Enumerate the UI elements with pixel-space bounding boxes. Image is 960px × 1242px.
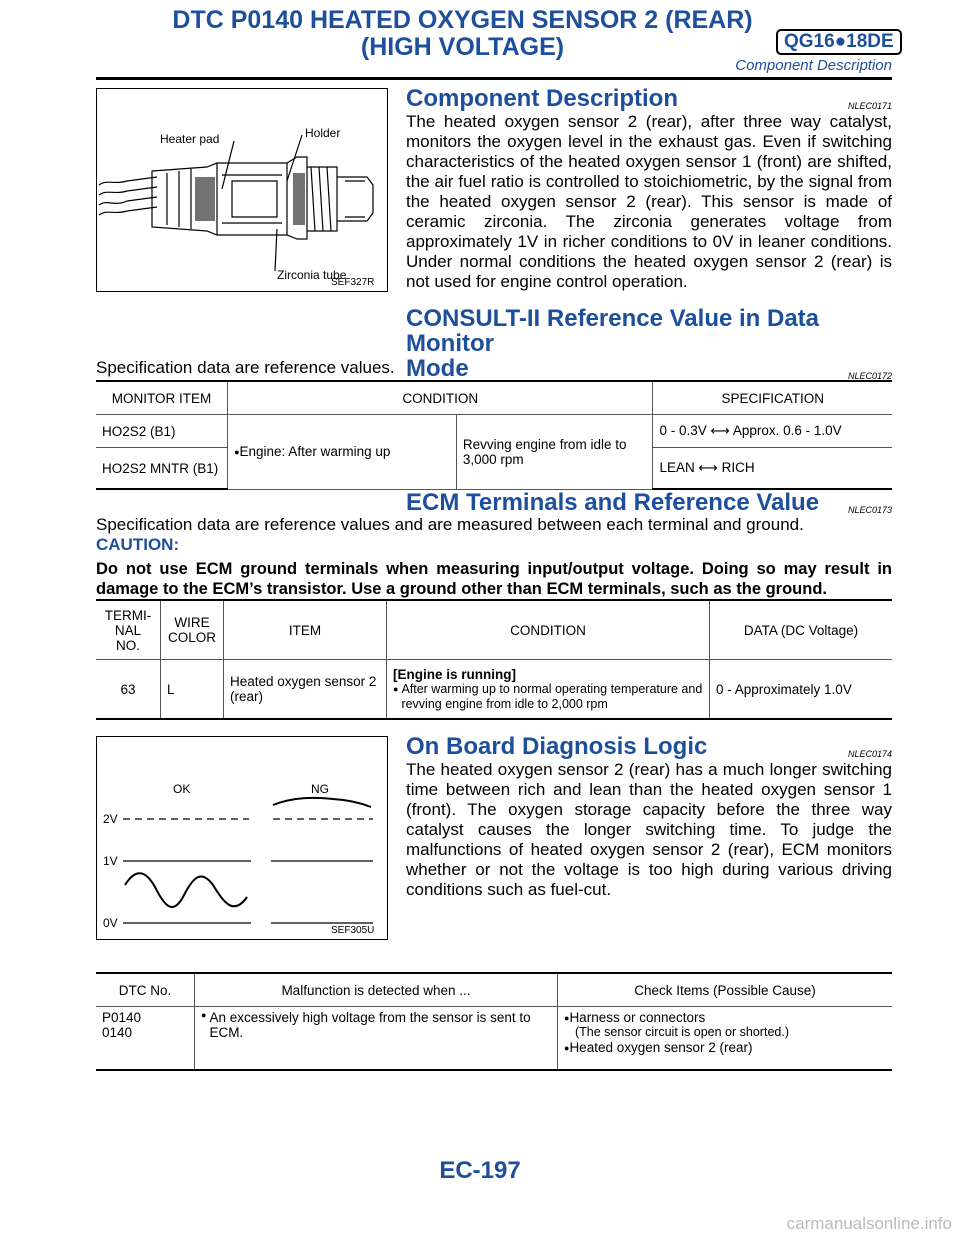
figure2-code: SEF305U	[331, 925, 375, 936]
consult-note: Specification data are reference values.	[96, 358, 395, 377]
col-header: DTC No.	[96, 973, 195, 1007]
ref-code: NLEC0174	[847, 749, 892, 759]
col-header: SPECIFICATION	[653, 381, 892, 415]
check-item-note: (The sensor circuit is open or shorted.)	[575, 1025, 789, 1039]
ok-wave	[125, 873, 247, 907]
specification: LEAN ⟷ RICH	[653, 448, 892, 490]
page-number: EC-197	[439, 1157, 521, 1184]
ecm-heading-row	[406, 490, 892, 515]
condition-title: [Engine is running]	[393, 666, 516, 682]
bullet-icon: ●	[393, 683, 399, 694]
figure-sensor-cross-section	[96, 88, 388, 292]
page-title-line2: (HIGH VOLTAGE)	[360, 33, 565, 61]
bullet-icon: ●	[201, 1010, 207, 1020]
consult-heading-line2: Mode	[406, 355, 469, 382]
bullet-icon: ●	[564, 1013, 570, 1023]
malfunction-text: An excessively high voltage from the sensor is sent to ECM.	[209, 1010, 531, 1040]
malfunction-cell	[195, 1007, 558, 1071]
obd-section	[406, 734, 892, 900]
condition-cell	[228, 415, 457, 490]
col-header: TERMI-NAL NO.	[96, 600, 161, 660]
header-rule	[96, 77, 892, 80]
label-ng: NG	[311, 782, 329, 796]
condition-cell	[387, 660, 710, 720]
waveform-drawing	[97, 737, 386, 938]
consult-table	[96, 380, 892, 490]
malfunction-bullet	[201, 1010, 551, 1040]
ng-wave	[273, 798, 371, 807]
label-heater-pad: Heater pad	[160, 132, 220, 146]
dc-voltage: 0 - Approximately 1.0V	[710, 660, 893, 720]
check-item	[564, 1040, 886, 1055]
ref-code: NLEC0173	[847, 505, 892, 515]
monitor-item: HO2S2 (B1)	[96, 415, 228, 448]
monitor-item: HO2S2 MNTR (B1)	[96, 448, 228, 490]
page-title	[170, 7, 755, 61]
check-items-cell	[558, 1007, 893, 1071]
consult-heading	[406, 306, 892, 381]
label-0v: 0V	[103, 916, 118, 930]
label-1v: 1V	[103, 854, 118, 868]
ecm-heading: ECM Terminals and Reference Value	[406, 489, 820, 516]
ref-code: NLEC0171	[847, 101, 892, 111]
col-header: WIRE COLOR	[161, 600, 224, 660]
wire-color: L	[161, 660, 224, 720]
table-row	[96, 1007, 892, 1071]
label-2v: 2V	[103, 812, 118, 826]
label-zirconia-tube: Zirconia tube	[277, 268, 347, 282]
col-header: CONDITION	[387, 600, 710, 660]
component-description-text: The heated oxygen sensor 2 (rear), after three way catalyst, monitors the oxygen level in the exhaust gas. Even if switching characteristics of the heated oxygen sensor 1 (front) are shifted, the air fuel ratio is controlled to stoichiometric, by the signal from the heated oxygen sensor 2 (rear). This sensor is made of ceramic zirconia. The zirconia generates voltage from approximately 1V in richer conditions to 0V in leaner conditions. Under normal conditions the heated oxygen sensor 2 (rear) is not used for engine control operation.	[406, 112, 892, 291]
table-header-row	[96, 600, 892, 660]
condition-text: Engine: After warming up	[239, 444, 391, 460]
figure1-code: SEF327R	[331, 277, 375, 288]
ref-code: NLEC0172	[847, 371, 892, 381]
obd-heading: On Board Diagnosis Logic	[406, 733, 708, 760]
figure-waveform	[96, 736, 388, 940]
check-item-text: Heated oxygen sensor 2 (rear)	[569, 1040, 753, 1055]
condition-bullet	[393, 682, 703, 712]
col-header: ITEM	[224, 600, 387, 660]
page-title-line1: DTC P0140 HEATED OXYGEN SENSOR 2 (REAR)	[172, 6, 753, 34]
watermark: carmanualsonline.info	[786, 1214, 952, 1233]
ecm-table	[96, 599, 892, 720]
terminal-no: 63	[96, 660, 161, 720]
col-header: Malfunction is detected when ...	[195, 973, 558, 1007]
table-row	[96, 660, 892, 720]
dtc-table	[96, 972, 892, 1071]
label-holder: Holder	[305, 126, 341, 140]
col-header: CONDITION	[228, 381, 653, 415]
component-description-heading: Component Description	[406, 85, 679, 112]
table-header-row	[96, 381, 892, 415]
dtc-code: 0140	[102, 1025, 133, 1040]
sensor-drawing	[97, 89, 386, 290]
col-header: DATA (DC Voltage)	[710, 600, 893, 660]
bullet-icon: ●	[564, 1043, 570, 1053]
specification: 0 - 0.3V ⟷ Approx. 0.6 - 1.0V	[653, 415, 892, 448]
component-description-section	[406, 86, 892, 292]
ecm-note: Specification data are reference values and are measured between each terminal and ground.	[96, 515, 804, 534]
table-header-row	[96, 973, 892, 1007]
bullet-icon: ●	[234, 447, 240, 458]
engine-badge: QG16●18DE	[776, 29, 902, 55]
col-header: MONITOR ITEM	[96, 381, 228, 415]
condition-text: After warming up to normal operating temperature and revving engine from idle to 2,000 rpm	[401, 681, 703, 711]
dtc-code: P0140	[102, 1010, 142, 1025]
dtc-no	[96, 1007, 195, 1071]
label-ok: OK	[173, 782, 191, 796]
col-header: Check Items (Possible Cause)	[558, 973, 893, 1007]
check-item	[564, 1010, 886, 1025]
caution-label: CAUTION:	[96, 535, 180, 554]
sub-condition: Revving engine from idle to 3,000 rpm	[456, 415, 653, 490]
consult-heading-line1: CONSULT-II Reference Value in Data Monitor	[406, 305, 820, 357]
item: Heated oxygen sensor 2 (rear)	[224, 660, 387, 720]
caution-text: Do not use ECM ground terminals when measuring input/output voltage. Doing so may result in damage to the ECM’s transistor. Use a ground other than ECM terminals, such as the ground.	[96, 560, 892, 598]
table-row	[96, 415, 892, 448]
obd-text: The heated oxygen sensor 2 (rear) has a much longer switching time between rich and lean than the heated oxygen sensor 1 (front). The oxygen storage capacity before the three way catalyst causes the longer switching time. To judge the malfunctions of heated oxygen sensor 2 (rear), ECM monitors whether or not the voltage is too high during various driving conditions such as fuel-cut.	[406, 760, 892, 899]
page-subtitle: Component Description	[735, 57, 892, 74]
check-item-text: Harness or connectors	[569, 1010, 706, 1025]
